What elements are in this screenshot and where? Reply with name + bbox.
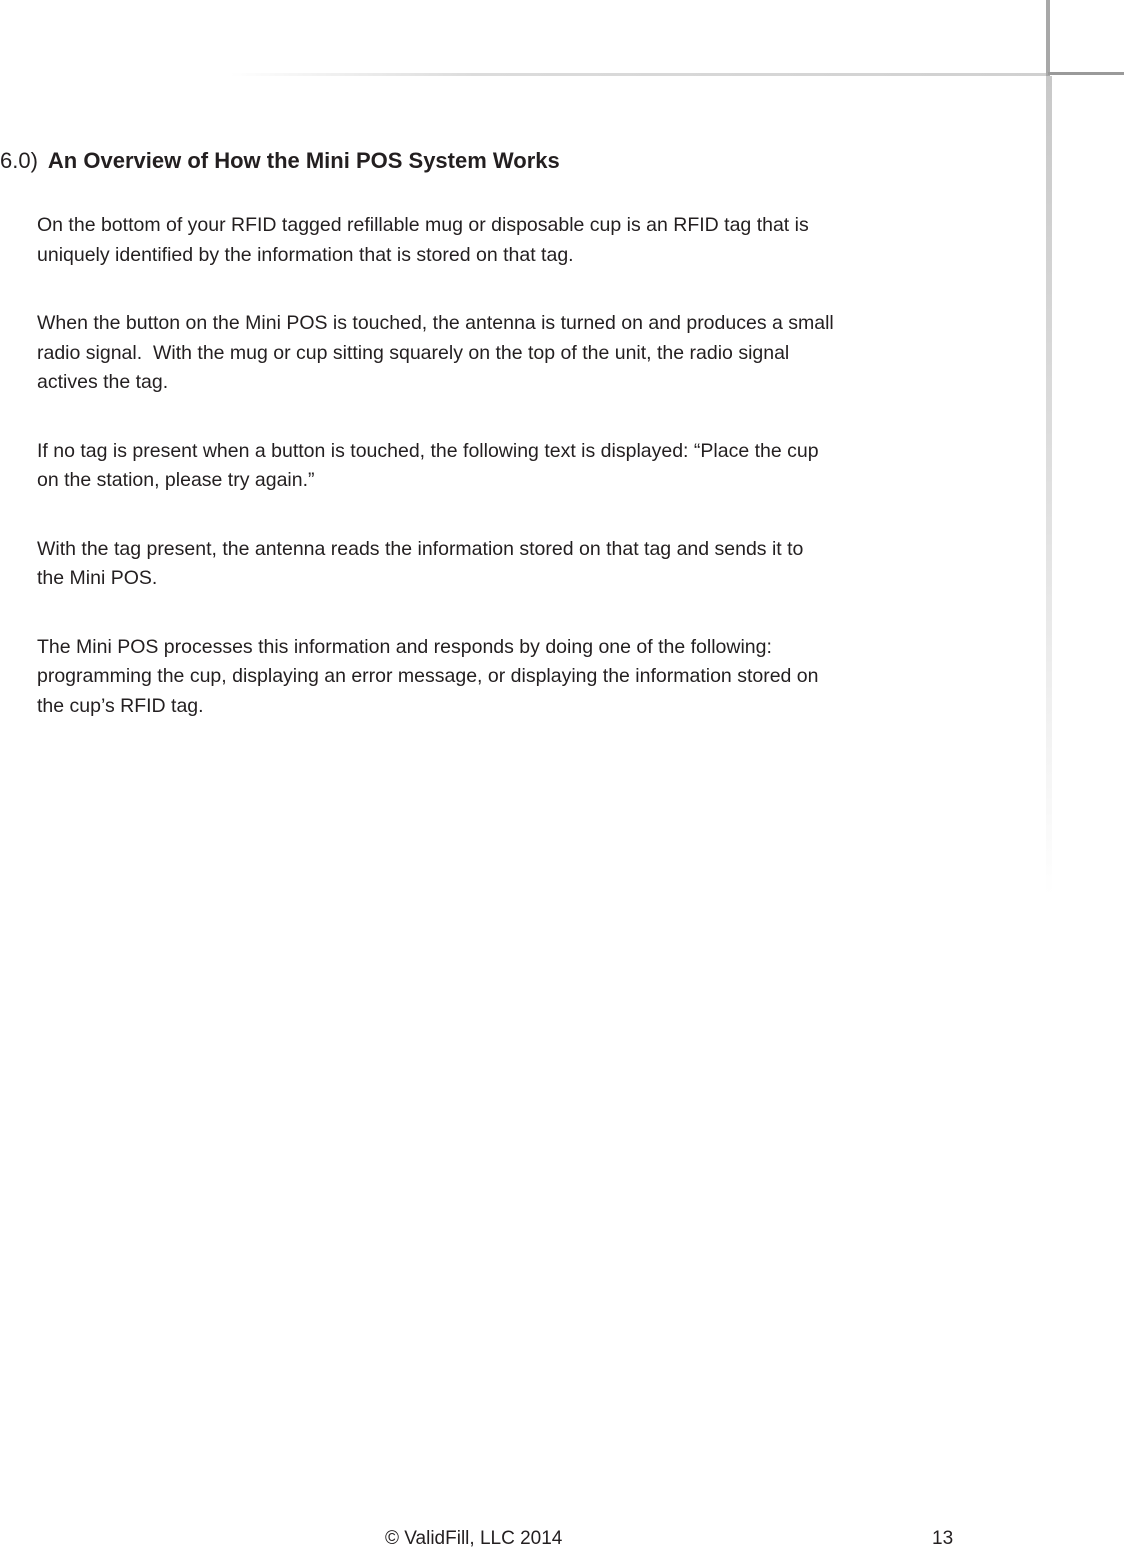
text-line: If no tag is present when a button is touched, the following text is displayed: “Place the cup — [37, 439, 819, 462]
section-title: An Overview of How the Mini POS System Works — [47, 148, 560, 173]
text-line: The Mini POS processes this information and responds by doing one of the following: — [37, 635, 772, 658]
paragraph-button-antenna — [37, 309, 987, 398]
header-divider — [230, 73, 1048, 76]
text-line: programming the cup, displaying an error message, or displaying the information stored on — [37, 665, 819, 687]
text-line: With the tag present, the antenna reads the information stored on that tag and sends it to — [37, 537, 804, 560]
margin-rule — [1046, 76, 1052, 896]
paragraph-processing — [37, 633, 987, 722]
text-line: uniquely identified by the information that is stored on that tag. — [37, 243, 574, 266]
paragraph-no-tag — [37, 437, 987, 496]
footer-copyright: © ValidFill, LLC 2014 — [385, 1528, 563, 1549]
paragraph-tag-present — [37, 535, 987, 594]
corner-vertical-rule — [1046, 0, 1050, 76]
text-line: When the button on the Mini POS is touched, the antenna is turned on and produces a small — [37, 312, 834, 334]
text-line: the cup’s RFID tag. — [37, 694, 204, 717]
body-content — [37, 211, 987, 760]
text-line: the Mini POS. — [37, 567, 158, 589]
text-line: actives the tag. — [37, 371, 169, 393]
text-line: radio signal. With the mug or cup sitting squarely on the top of the unit, the radio signal — [37, 341, 790, 364]
text-line: On the bottom of your RFID tagged refillable mug or disposable cup is an RFID tag that is — [37, 214, 809, 236]
paragraph-tag-description — [37, 211, 987, 270]
page-number: 13 — [932, 1528, 954, 1549]
text-line: on the station, please try again.” — [37, 469, 315, 491]
section-number: 6.0) — [0, 148, 38, 173]
corner-horizontal-rule — [1048, 72, 1124, 75]
section-heading — [0, 146, 560, 176]
